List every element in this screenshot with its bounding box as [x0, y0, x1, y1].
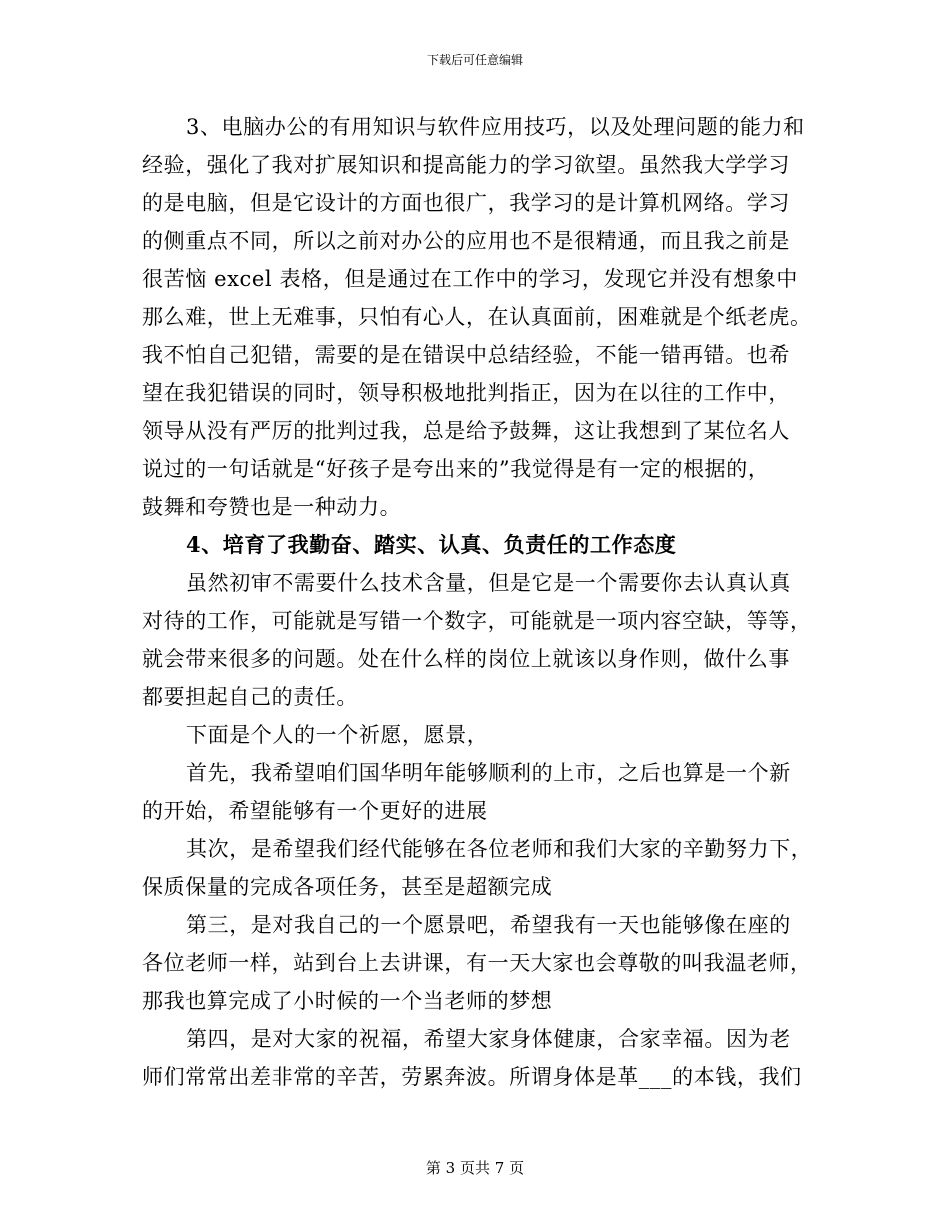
body-line: 保质保量的完成各项任务，甚至是超额完成	[142, 875, 553, 899]
page-header: 下载后可任意编辑	[426, 53, 523, 67]
body-line: 的开始，希望能够有一个更好的进展	[142, 799, 488, 823]
body-line: 很苦恼 excel 表格，但是通过在工作中的学习，发现它并没有想象中	[142, 267, 798, 291]
page-number: 第 3 页共 7 页	[425, 1159, 525, 1177]
body-line: 那么难，世上无难事，只怕有心人，在认真面前，困难就是个纸老虎。	[142, 305, 812, 329]
body-line: 首先，我希望咱们国华明年能够顺利的上市，之后也算是一个新	[186, 761, 791, 785]
body-line: 的是电脑，但是它设计的方面也很广，我学习的是计算机网络。学习	[142, 191, 790, 215]
body-line: 第三，是对我自己的一个愿景吧，希望我有一天也能够像在座的	[186, 913, 791, 937]
body-line: 都要担起自己的责任。	[142, 685, 358, 709]
body-line: 那我也算完成了小时候的一个当老师的梦想	[142, 989, 553, 1013]
document-body	[142, 108, 822, 1096]
body-line: 第四，是对大家的祝福，希望大家身体健康，合家幸福。因为老	[186, 1027, 791, 1051]
body-line: 的侧重点不同，所以之前对办公的应用也不是很精通，而且我之前是	[142, 229, 790, 253]
body-line: 其次，是希望我们经代能够在各位老师和我们大家的辛勤努力下，	[186, 837, 813, 861]
body-line: 领导从没有严厉的批判过我，总是给予鼓舞，这让我想到了某位名人	[142, 419, 790, 443]
body-line: 望在我犯错误的同时，领导积极地批判指正，因为在以往的工作中，	[142, 381, 790, 405]
body-line: 下面是个人的一个祈愿，愿景，	[186, 723, 489, 747]
body-line: 各位老师一样，站到台上去讲课，有一天大家也会尊敬的叫我温老师，	[142, 951, 812, 975]
body-line: 3、电脑办公的有用知识与软件应用技巧，以及处理问题的能力和	[186, 115, 805, 139]
body-line: 我不怕自己犯错，需要的是在错误中总结经验，不能一错再错。也希	[142, 343, 790, 367]
body-line: 对待的工作，可能就是写错一个数字，可能就是一项内容空缺，等等，	[142, 609, 812, 633]
body-line: 虽然初审不需要什么技术含量，但是它是一个需要你去认真认真	[186, 571, 791, 595]
body-line: 说过的一句话就是“好孩子是夸出来的”我觉得是有一定的根据的，	[142, 457, 770, 481]
body-line: 师们常常出差非常的辛苦，劳累奔波。所谓身体是革___的本钱，我们	[142, 1065, 802, 1089]
body-line: 经验，强化了我对扩展知识和提高能力的学习欲望。虽然我大学学习	[142, 153, 790, 177]
body-line: 鼓舞和夸赞也是一种动力。	[142, 495, 402, 519]
body-line: 就会带来很多的问题。处在什么样的岗位上就该以身作则，做什么事	[142, 647, 790, 671]
section-heading: 4、培育了我勤奋、踏实、认真、负责任的工作态度	[186, 532, 677, 557]
